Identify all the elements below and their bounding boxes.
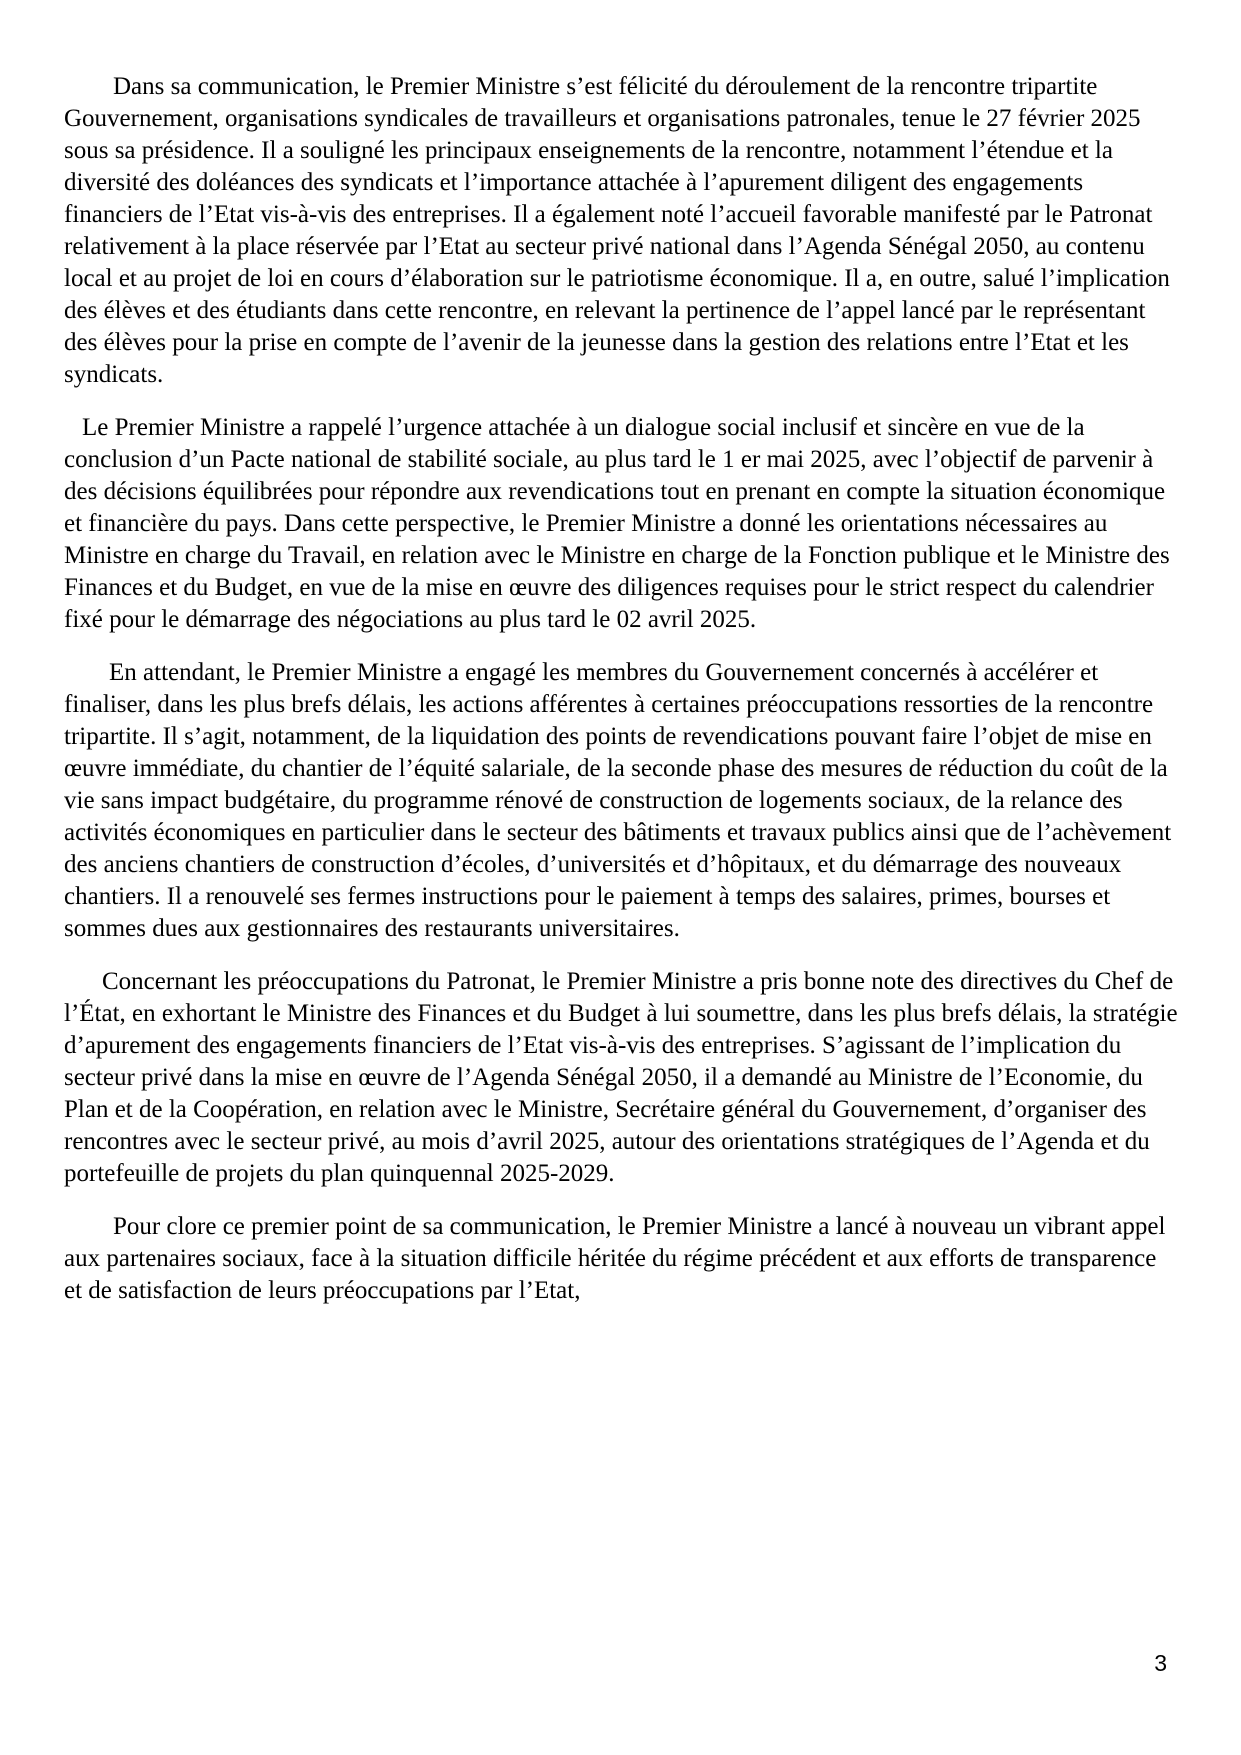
paragraph-communication-tripartite: Dans sa communication, le Premier Ministre s’est félicité du déroulement de la rencontre tripartite Gouvernement, organisations syndicales de travailleurs et organisations patronales, tenue le 27 février 2025 sous sa présidence. Il a souligné les principaux enseignements de la rencontre, notamment l’étendue et la diversité des doléances des syndicats et l’importance attachée à l’apurement diligent des engagements financiers de l’Etat vis-à-vis des entreprises. Il a également noté l’accueil favorable manifesté par le Patronat relativement à la place réservée par l’Etat au secteur privé national dans l’Agenda Sénégal 2050, au contenu local et au projet de loi en cours d’élaboration sur le patriotisme économique. Il a, en outre, salué l’implication des élèves et des étudiants dans cette rencontre, en relevant la pertinence de l’appel lancé par le représentant des élèves pour la prise en compte de l’avenir de la jeunesse dans la gestion des relations entre l’Etat et les syndicats. — [64, 73, 1170, 388]
paragraph-appel-partenaires-sociaux: Pour clore ce premier point de sa communication, le Premier Ministre a lancé à nouveau un vibrant appel aux partenaires sociaux, face à la situation difficile héritée du régime précédent et aux efforts de transparence et de satisfaction de leurs préoccupations par l’Etat, — [64, 1213, 1166, 1304]
page-number: 3 — [1154, 1650, 1167, 1676]
paragraph-preoccupations-patronat: Concernant les préoccupations du Patronat, le Premier Ministre a pris bonne note des directives du Chef de l’État, en exhortant le Ministre des Finances et du Budget à lui soumettre, dans les plus brefs délais, la stratégie d’apurement des engagements financiers de l’Etat vis-à-vis des entreprises. S’agissant de l’implication du secteur privé dans la mise en œuvre de l’Agenda Sénégal 2050, il a demandé au Ministre de l’Economie, du Plan et de la Coopération, en relation avec le Ministre, Secrétaire général du Gouvernement, d’organiser des rencontres avec le secteur privé, au mois d’avril 2025, autour des orientations stratégiques de l’Agenda et du portefeuille de projets du plan quinquennal 2025-2029. — [64, 968, 1178, 1187]
document-body-text — [64, 71, 1178, 1328]
paragraph-pacte-national-stabilite: Le Premier Ministre a rappelé l’urgence attachée à un dialogue social inclusif et sincère en vue de la conclusion d’un Pacte national de stabilité sociale, au plus tard le 1 er mai 2025, avec l’objectif de parvenir à des décisions équilibrées pour répondre aux revendications tout en prenant en compte la situation économique et financière du pays. Dans cette perspective, le Premier Ministre a donné les orientations nécessaires au Ministre en charge du Travail, en relation avec le Ministre en charge de la Fonction publique et le Ministre des Finances et du Budget, en vue de la mise en œuvre des diligences requises pour le strict respect du calendrier fixé pour le démarrage des négociations au plus tard le 02 avril 2025. — [64, 414, 1170, 633]
paragraph-actions-preoccupations: En attendant, le Premier Ministre a engagé les membres du Gouvernement concernés à accélérer et finaliser, dans les plus brefs délais, les actions afférentes à certaines préoccupations ressorties de la rencontre tripartite. Il s’agit, notamment, de la liquidation des points de revendications pouvant faire l’objet de mise en œuvre immédiate, du chantier de l’équité salariale, de la seconde phase des mesures de réduction du coût de la vie sans impact budgétaire, du programme rénové de construction de logements sociaux, de la relance des activités économiques en particulier dans le secteur des bâtiments et travaux publics ainsi que de l’achèvement des anciens chantiers de construction d’écoles, d’universités et d’hôpitaux, et du démarrage des nouveaux chantiers. Il a renouvelé ses fermes instructions pour le paiement à temps des salaires, primes, bourses et sommes dues aux gestionnaires des restaurants universitaires. — [64, 659, 1172, 942]
